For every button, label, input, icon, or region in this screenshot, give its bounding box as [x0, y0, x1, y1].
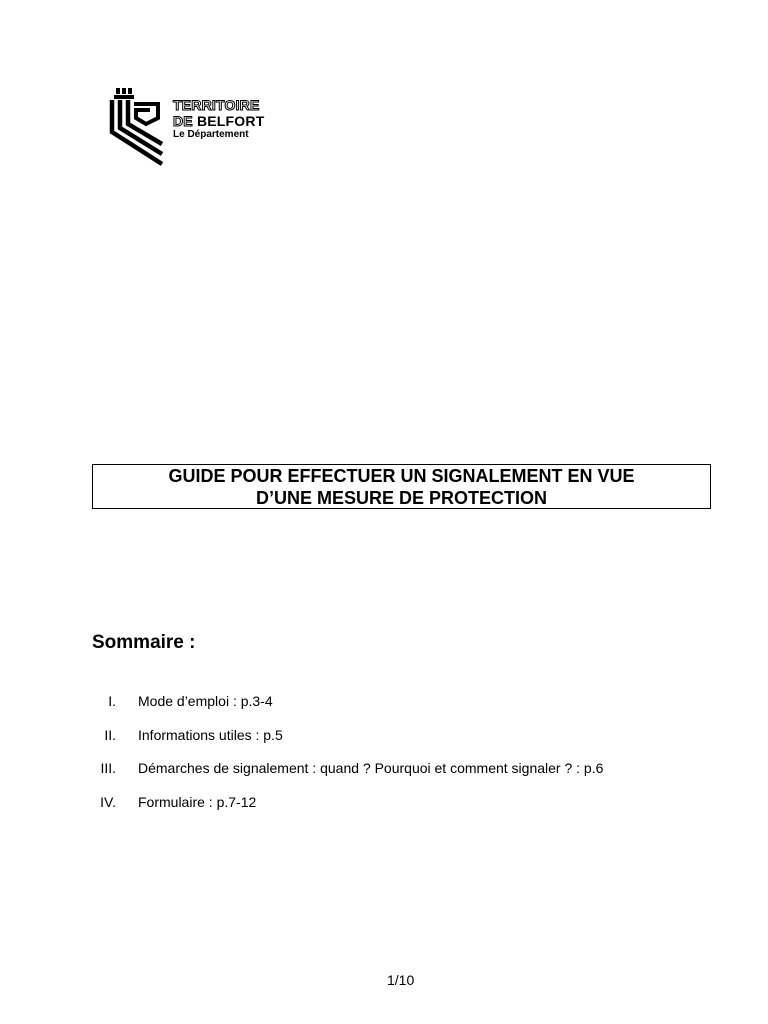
- toc-item-text: Informations utiles : p.5: [138, 726, 283, 743]
- toc-item: [92, 692, 712, 726]
- toc-item: [92, 726, 712, 760]
- sommaire-heading: Sommaire :: [92, 632, 196, 653]
- toc-item-number: III.: [100, 760, 116, 776]
- toc-item-number: II.: [104, 726, 116, 743]
- document-title-box: [92, 464, 711, 509]
- toc-item-number: IV.: [100, 793, 116, 810]
- toc-item-text: Mode d’emploi : p.3-4: [138, 693, 273, 709]
- logo-line-de-belfort: [173, 114, 264, 128]
- document-title-line-1: GUIDE POUR EFFECTUER UN SIGNALEMENT EN VUE: [168, 465, 635, 486]
- toc-item-text: Formulaire : p.7-12: [138, 793, 257, 810]
- logo-line-departement: Le Département: [173, 129, 249, 140]
- toc-item: [92, 759, 712, 793]
- logo-de: DE: [173, 113, 193, 129]
- document-title-line-2: D’UNE MESURE DE PROTECTION: [255, 487, 548, 508]
- page-number: 1/10: [387, 972, 415, 988]
- toc-item-text: Démarches de signalement : quand ? Pourquoi et comment signaler ? : p.6: [138, 760, 604, 776]
- logo-belfort: BELFORT: [196, 113, 265, 129]
- belfort-emblem-icon: [108, 88, 166, 166]
- logo-line-territoire: TERRITOIRE: [173, 97, 260, 113]
- territoire-de-belfort-logo: [96, 76, 292, 176]
- table-of-contents: [92, 692, 712, 826]
- toc-item: [92, 793, 712, 827]
- toc-item-number: I.: [108, 693, 116, 709]
